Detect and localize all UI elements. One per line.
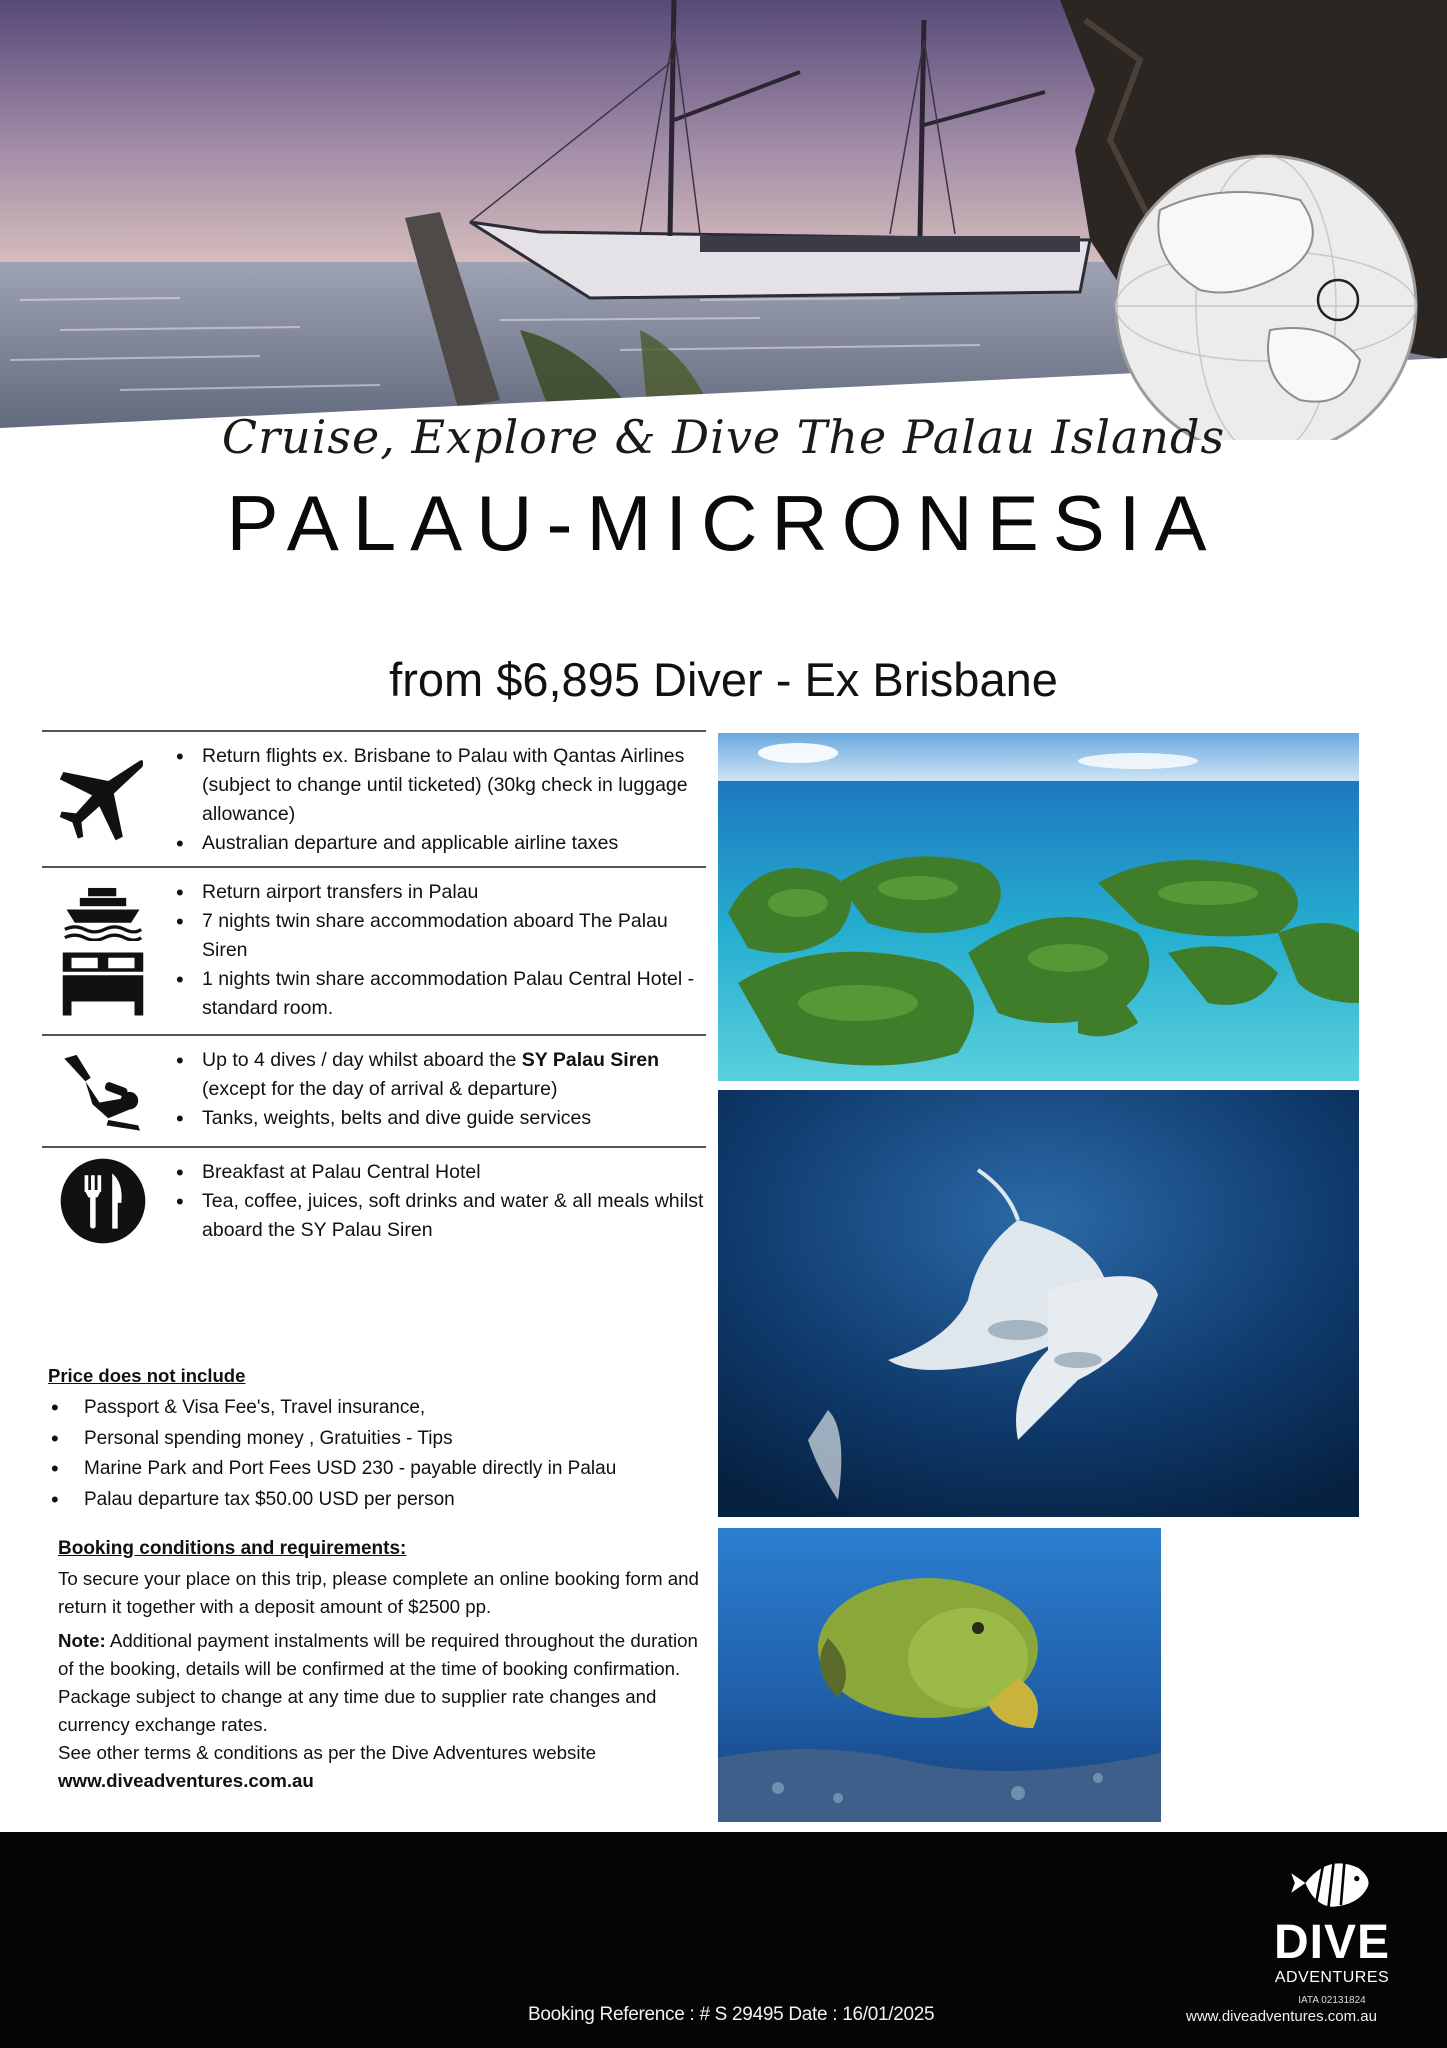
website-link[interactable]: www.diveadventures.com.au	[58, 1770, 314, 1791]
booking-reference: Booking Reference : # S 29495 Date : 16/01/2025	[528, 2004, 935, 2025]
hero-banner	[0, 0, 1447, 440]
inclusions-list	[42, 730, 706, 1254]
rock-islands-photo	[718, 733, 1359, 1081]
tagline-script: Cruise, Explore & Dive The Palau Islands	[221, 410, 1226, 464]
ship-icon	[61, 883, 145, 941]
list-item: • Marine Park and Port Fees USD 230 - payable directly in Palau	[48, 1454, 708, 1485]
inclusion-diving	[42, 1034, 706, 1146]
list-item: • Tea, coffee, juices, soft drinks and water & all meals whilst aboard the SY Palau Siren	[172, 1187, 706, 1245]
napoleon-wrasse-photo	[718, 1528, 1161, 1822]
iata-number: IATA 02131824	[1298, 1995, 1366, 2006]
footer	[0, 1832, 1447, 2048]
diver-icon	[42, 1036, 164, 1146]
inclusion-accommodation	[42, 866, 706, 1034]
airplane-icon	[42, 732, 164, 866]
list-item: • Breakfast at Palau Central Hotel	[172, 1158, 706, 1187]
list-item: • Return airport transfers in Palau	[172, 878, 706, 907]
booking-paragraph: To secure your place on this trip, please complete an online booking form and return it together with a deposit amount of $2500 pp.	[58, 1568, 699, 1617]
list-item: • 1 nights twin share accommodation Palau Central Hotel - standard room.	[172, 965, 706, 1023]
list-item: • Return flights ex. Brisbane to Palau with Qantas Airlines (subject to change until ticketed) (30kg check in luggage allowance)	[172, 742, 706, 829]
page-title: PALAU-MICRONESIA	[226, 479, 1221, 567]
price-headline: from $6,895 Diver - Ex Brisbane	[389, 653, 1058, 706]
booking-note: Note: Additional payment instalments will be required throughout the duration of the booking, details will be confirmed at the time of booking confirmation.	[58, 1630, 698, 1679]
footer-website-link[interactable]: www.diveadventures.com.au	[1186, 2008, 1377, 2025]
angelfish-icon	[1287, 1852, 1377, 1914]
booking-paragraph: See other terms & conditions as per the Dive Adventures website	[58, 1742, 597, 1763]
globe-icon	[1116, 156, 1416, 440]
logo-word: DIVE	[1273, 1916, 1391, 1969]
booking-paragraph: Package subject to change at any time due to supplier rate changes and currency exchange rates.	[58, 1686, 657, 1735]
inclusion-flights	[42, 730, 706, 866]
dive-adventures-logo	[1232, 1852, 1432, 2006]
exclusions-heading: Price does not include	[48, 1365, 246, 1386]
bed-icon	[59, 949, 147, 1019]
list-item: • Australian departure and applicable airline taxes	[172, 829, 706, 858]
list-item: • Up to 4 dives / day whilst aboard the SY Palau Siren (except for the day of arrival & departure)	[172, 1046, 706, 1104]
list-item: • Palau departure tax $50.00 USD per person	[48, 1485, 708, 1516]
manta-rays-photo	[718, 1090, 1359, 1517]
booking-conditions	[58, 1535, 708, 1795]
list-item: • Passport & Visa Fee's, Travel insurance,	[48, 1393, 708, 1424]
price-exclusions	[48, 1365, 708, 1515]
logo-subtitle: ADVENTURES	[1274, 1969, 1390, 1986]
booking-heading: Booking conditions and requirements:	[58, 1538, 407, 1559]
list-item: • Personal spending money , Gratuities - Tips	[48, 1424, 708, 1455]
sailing-ship-photo	[0, 0, 1447, 440]
inclusion-meals	[42, 1146, 706, 1254]
list-item: • Tanks, weights, belts and dive guide services	[172, 1104, 706, 1133]
list-item: • 7 nights twin share accommodation aboard The Palau Siren	[172, 907, 706, 965]
fork-knife-icon	[42, 1148, 164, 1254]
